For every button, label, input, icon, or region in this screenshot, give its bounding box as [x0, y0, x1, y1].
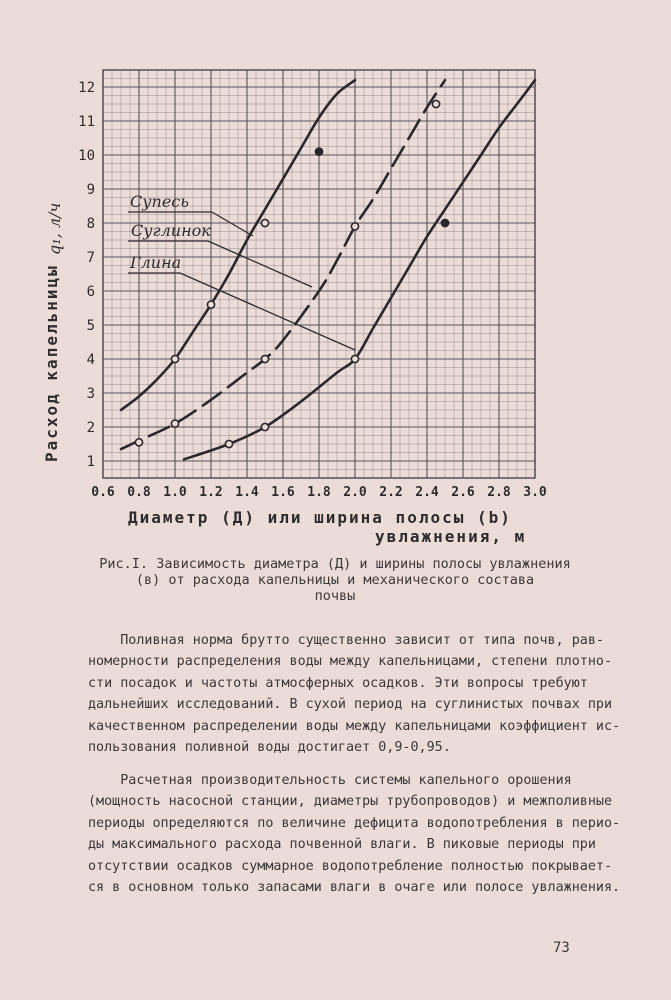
text-line: пользования поливной воды достигает 0,9-0,95. [88, 740, 451, 756]
x-tick-label: 2.0 [343, 485, 367, 500]
y-tick-label: 10 [78, 148, 95, 164]
text-line: ды максимального расхода почвенной влаги. В пиковые периоды при [88, 837, 596, 853]
data-point-suglinok [261, 355, 268, 362]
y-tick-label: 8 [86, 216, 95, 232]
y-tick-label: 6 [86, 284, 95, 300]
caption-line: (в) от расхода капельницы и механического состава [135, 572, 535, 588]
data-point-glina [261, 423, 268, 430]
x-tick-label: 1.2 [199, 485, 223, 500]
data-point-glina [225, 440, 232, 447]
y-tick-label: 11 [78, 114, 95, 130]
y-axis-symbol: q₁, л/ч [45, 202, 64, 255]
y-tick-label: 2 [86, 420, 95, 436]
data-point-supes [171, 355, 178, 362]
caption-line: Рис.I. Зависимость диаметра (Д) и ширины полосы увлажнения [99, 556, 571, 572]
x-axis-label-2: увлажнения, м [375, 527, 527, 546]
figure-caption [40, 556, 630, 604]
text-line: Поливная норма брутто существенно зависит от типа почв, рав- [88, 633, 604, 648]
x-tick-label: 2.2 [379, 485, 403, 500]
data-point-suglinok [171, 420, 178, 427]
legend-label-glina: Глина [130, 253, 182, 272]
y-tick-label: 1 [86, 454, 95, 470]
legend-label-supes: Супесь [130, 192, 189, 211]
text-line: Расчетная производительность системы капельного орошения [88, 773, 572, 788]
data-point-glina [351, 355, 358, 362]
paragraph-2 [88, 770, 621, 898]
data-point-supes [261, 219, 268, 226]
series-line-glina [184, 80, 535, 459]
x-tick-label: 0.8 [127, 485, 151, 500]
x-tick-label: 1.4 [235, 485, 259, 500]
data-point-suglinok [351, 223, 358, 230]
x-tick-label: 1.6 [271, 485, 295, 500]
text-line: сти посадок и частоты атмосферных осадков. Эти вопросы требуют [88, 675, 588, 691]
y-tick-label: 4 [86, 352, 95, 368]
x-axis-label: Диаметр (Д) или ширина полосы (b) [128, 508, 512, 527]
data-point-suglinok [135, 439, 142, 446]
x-tick-label: 2.8 [487, 485, 511, 500]
x-tick-label: 3.0 [523, 485, 547, 500]
x-tick-label: 0.6 [91, 485, 115, 500]
y-tick-label: 3 [86, 386, 95, 402]
text-line: дальнейших исследований. В сухой период на суглинистых почвах при [88, 697, 613, 713]
text-line: качественном распределении воды между капельницами коэффициент ис- [88, 718, 621, 734]
y-axis-label: Расход капельницы [42, 264, 61, 462]
data-point-supes [315, 148, 322, 155]
page-number: 73 [553, 940, 570, 956]
y-tick-label: 9 [86, 182, 95, 198]
text-line: периоды определяются по величине дефицита водопотребления в перио- [88, 815, 621, 831]
paragraph-1 [88, 630, 621, 758]
x-tick-label: 1.8 [307, 485, 331, 500]
text-line: ся в основном только запасами влаги в очаге или полосе увлажнения. [88, 880, 621, 896]
data-point-glina [441, 219, 448, 226]
x-tick-label: 2.4 [415, 485, 439, 500]
data-point-supes [207, 301, 214, 308]
caption-line: почвы [314, 588, 356, 604]
x-tick-label: 1.0 [163, 485, 187, 500]
text-line: отсутствии осадков суммарное водопотребление полностью покрывает- [88, 858, 613, 874]
data-point-suglinok [432, 100, 439, 107]
chart-grid [103, 70, 535, 478]
legend-label-suglinok: Суглинок [131, 221, 211, 240]
text-line: (мощность насосной станции, диаметры трубопроводов) и межполивные [88, 794, 613, 810]
leader-line-suglinok [208, 241, 312, 287]
x-tick-label: 2.6 [451, 485, 475, 500]
y-tick-label: 7 [86, 250, 95, 266]
y-tick-label: 5 [86, 318, 95, 334]
text-line: номерности распределения воды между капельницами, степени плотно- [88, 654, 613, 670]
y-tick-label: 12 [78, 80, 95, 96]
